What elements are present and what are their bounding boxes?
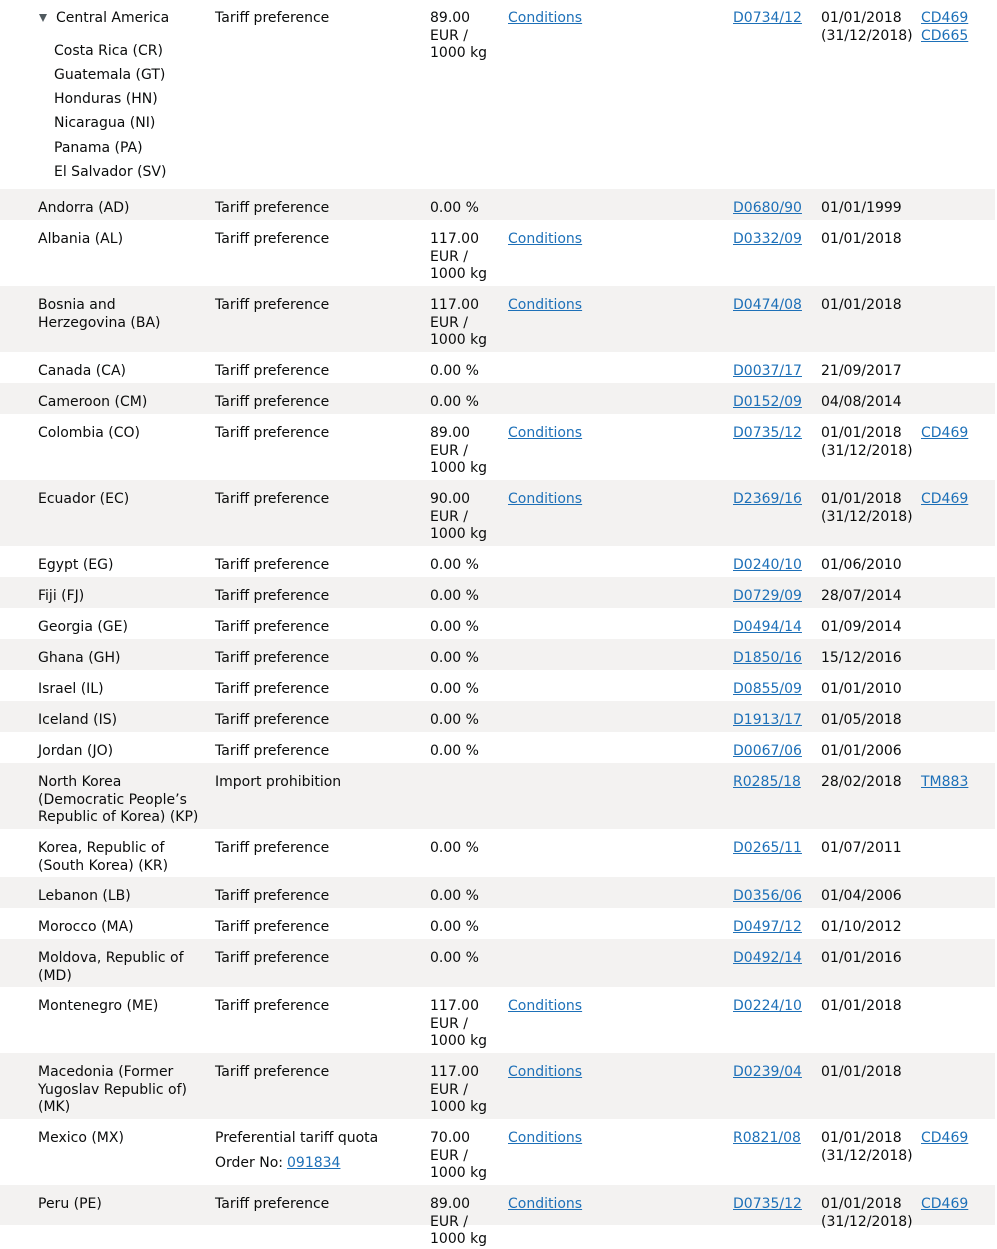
table-row [0, 608, 995, 639]
legal-act-cell [733, 425, 802, 443]
measure-type-label: Tariff preference [215, 681, 330, 697]
footnotes-cell [921, 10, 995, 45]
table-row [0, 480, 995, 546]
start-date-cell: 01/01/2010 [821, 681, 902, 697]
legal-act-link[interactable]: D0497/12 [733, 919, 802, 935]
duty-rate-cell: 117.00 EUR / 1000 kg [430, 998, 488, 1049]
measure-type-label: Tariff preference [215, 712, 330, 728]
legal-act-cell [733, 394, 802, 412]
legal-act-cell [733, 919, 802, 937]
measure-type-cell [215, 297, 415, 315]
footnote-link[interactable]: CD469 [921, 10, 969, 26]
country-cell: Andorra (AD) [38, 200, 130, 216]
conditions-cell [508, 1064, 582, 1082]
measure-type-label: Tariff preference [215, 200, 330, 216]
measure-type-cell [215, 888, 415, 906]
table-row [0, 701, 995, 732]
legal-act-cell [733, 998, 802, 1016]
table-row [0, 220, 995, 286]
start-date-cell: 01/09/2014 [821, 619, 902, 635]
duty-rate-cell: 0.00 % [430, 888, 479, 904]
measure-type-cell [215, 231, 415, 249]
legal-act-cell [733, 491, 802, 509]
footnotes-cell [921, 491, 968, 509]
start-date-cell: 01/01/2018 [821, 1064, 902, 1080]
conditions-cell [508, 1196, 582, 1214]
country-cell: Fiji (FJ) [38, 588, 85, 604]
legal-act-link[interactable]: D0332/09 [733, 231, 802, 247]
footnote-link[interactable]: CD665 [921, 27, 969, 44]
footnote-link[interactable]: CD469 [921, 425, 969, 441]
country-cell: Albania (AL) [38, 231, 124, 247]
conditions-link[interactable]: Conditions [508, 231, 583, 247]
legal-act-link[interactable]: D0224/10 [733, 998, 802, 1014]
country-cell: Ghana (GH) [38, 650, 121, 666]
country-cell: North Korea (Democratic People’s Republic of Korea) (KP) [38, 774, 199, 825]
conditions-link[interactable]: Conditions [508, 297, 583, 313]
legal-act-cell [733, 712, 802, 730]
measure-type-cell [215, 950, 415, 968]
measure-type-cell [215, 491, 415, 509]
country-cell: Canada (CA) [38, 363, 126, 379]
table-row [0, 286, 995, 352]
conditions-cell [508, 425, 582, 443]
legal-act-cell [733, 950, 802, 968]
legal-act-link[interactable]: D0729/09 [733, 588, 802, 604]
legal-act-link[interactable]: D0240/10 [733, 557, 802, 573]
legal-act-cell [733, 363, 802, 381]
legal-act-link[interactable]: D1913/17 [733, 712, 802, 728]
legal-act-cell [733, 888, 802, 906]
footnote-link[interactable]: CD469 [921, 1196, 969, 1212]
duty-rate-cell: 0.00 % [430, 588, 479, 604]
table-row [0, 639, 995, 670]
start-date-cell: 01/10/2012 [821, 919, 902, 935]
country-cell: Georgia (GE) [38, 619, 128, 635]
country-cell: Israel (IL) [38, 681, 104, 697]
conditions-link[interactable]: Conditions [508, 998, 583, 1014]
table-row [0, 577, 995, 608]
measure-type-label: Tariff preference [215, 998, 330, 1014]
country-cell: Colombia (CO) [38, 425, 140, 441]
conditions-cell [508, 1130, 582, 1148]
start-date-cell: 01/01/2006 [821, 743, 902, 759]
table-row [0, 908, 995, 939]
table-row [0, 383, 995, 414]
conditions-cell [508, 491, 582, 509]
measure-type-label: Tariff preference [215, 588, 330, 604]
legal-act-link[interactable]: D0265/11 [733, 840, 802, 856]
legal-act-link[interactable]: R0285/18 [733, 774, 801, 790]
legal-act-link[interactable]: D0474/08 [733, 297, 802, 313]
table-row [0, 939, 995, 987]
duty-rate-cell: 90.00 EUR / 1000 kg [430, 491, 488, 542]
legal-act-link[interactable]: D0067/06 [733, 743, 802, 759]
measure-type-label: Tariff preference [215, 888, 330, 904]
legal-act-cell [733, 1130, 801, 1148]
group-members [54, 43, 203, 182]
duty-rate-cell: 0.00 % [430, 743, 479, 759]
duty-rate-cell: 0.00 % [430, 363, 479, 379]
measure-type-label: Tariff preference [215, 1196, 330, 1212]
conditions-link[interactable]: Conditions [508, 1196, 583, 1212]
duty-rate-cell: 117.00 EUR / 1000 kg [430, 297, 488, 348]
start-date-cell: 01/06/2010 [821, 557, 902, 573]
measure-type-label: Tariff preference [215, 363, 330, 379]
country-cell: Egypt (EG) [38, 557, 114, 573]
group-member: Costa Rica (CR) [54, 42, 163, 59]
legal-act-cell [733, 840, 802, 858]
order-number-link[interactable]: 091834 [287, 1154, 341, 1171]
table-row [0, 1185, 995, 1247]
table-row [0, 352, 995, 383]
conditions-link[interactable]: Conditions [508, 1064, 583, 1080]
group-member: El Salvador (SV) [54, 163, 167, 180]
group-member: Honduras (HN) [54, 91, 158, 108]
group-title: Central America [56, 10, 170, 26]
legal-act-cell [733, 650, 802, 668]
legal-act-link[interactable]: D0239/04 [733, 1064, 802, 1080]
country-cell: Jordan (JO) [38, 743, 114, 759]
measure-type-cell: Tariff preference [215, 10, 330, 26]
legal-act-link[interactable]: D0494/14 [733, 619, 802, 635]
measure-type-cell [215, 1196, 415, 1214]
measure-type-cell [215, 363, 415, 381]
duty-rate-cell: 0.00 % [430, 394, 479, 410]
measure-type-cell [215, 557, 415, 575]
duty-rate-cell: 0.00 % [430, 681, 479, 697]
start-date-cell: 01/05/2018 [821, 712, 902, 728]
start-date-cell: 01/01/2018 [821, 231, 902, 247]
measure-type-label: Tariff preference [215, 950, 330, 966]
start-date-cell: 01/01/2018 [821, 998, 902, 1014]
start-date-cell: 28/02/2018 [821, 774, 902, 790]
start-date-cell: 01/01/1999 [821, 200, 902, 216]
country-cell: Morocco (MA) [38, 919, 134, 935]
start-date-cell: 01/07/2011 [821, 840, 902, 856]
table-row [0, 546, 995, 577]
legal-act-link[interactable]: D0734/12 [733, 10, 802, 26]
measure-type-cell [215, 588, 415, 606]
start-date-cell: 15/12/2016 [821, 650, 902, 666]
legal-act-link[interactable]: D0855/09 [733, 681, 802, 697]
footnote-link[interactable]: CD469 [921, 1130, 969, 1146]
table-row-central-america [0, 0, 995, 189]
group-member: Panama (PA) [54, 139, 143, 156]
duty-rate-cell: 89.00 EUR / 1000 kg [430, 1196, 488, 1247]
start-date-cell: 01/01/2018 (31/12/2018) [821, 1130, 913, 1164]
measure-type-label: Tariff preference [215, 394, 330, 410]
start-date-cell: 28/07/2014 [821, 588, 902, 604]
country-cell: Montenegro (ME) [38, 998, 159, 1014]
duty-rate-cell: 117.00 EUR / 1000 kg [430, 231, 488, 282]
measure-type-cell [215, 1130, 415, 1172]
country-cell: Mexico (MX) [38, 1130, 124, 1146]
legal-act-link[interactable]: D2369/16 [733, 491, 802, 507]
table-row [0, 670, 995, 701]
country-cell: Korea, Republic of (South Korea) (KR) [38, 840, 169, 874]
measure-type-label: Tariff preference [215, 557, 330, 573]
table-row [0, 877, 995, 908]
measure-type-label: Tariff preference [215, 231, 330, 247]
duty-rate-cell: 70.00 EUR / 1000 kg [430, 1130, 488, 1181]
measure-type-label: Tariff preference [215, 919, 330, 935]
order-number-line [215, 1155, 415, 1173]
table-row [0, 763, 995, 829]
start-date-cell: 01/01/2018 (31/12/2018) [821, 1196, 913, 1230]
start-date-cell: 01/01/2018 (31/12/2018) [821, 10, 913, 44]
measure-type-label: Tariff preference [215, 650, 330, 666]
legal-act-cell [733, 588, 802, 606]
table-row [0, 189, 995, 220]
measure-type-label: Tariff preference [215, 743, 330, 759]
measure-type-cell [215, 743, 415, 761]
table-row [0, 1053, 995, 1119]
legal-act-link[interactable]: D1850/16 [733, 650, 802, 666]
legal-act-link[interactable]: R0821/08 [733, 1130, 801, 1146]
table-row [0, 987, 995, 1053]
legal-act-link[interactable]: D0735/12 [733, 425, 802, 441]
measure-type-cell [215, 998, 415, 1016]
table-row [0, 732, 995, 763]
measure-type-label: Import prohibition [215, 774, 342, 790]
duty-rate-cell: 89.00 EUR / 1000 kg [430, 425, 488, 476]
measure-type-cell [215, 840, 415, 858]
measure-type-cell [215, 650, 415, 668]
start-date-cell: 21/09/2017 [821, 363, 902, 379]
measure-type-cell [215, 1064, 415, 1082]
country-cell: Bosnia and Herzegovina (BA) [38, 297, 161, 331]
duty-rate-cell: 0.00 % [430, 712, 479, 728]
duty-rate-cell: 0.00 % [430, 200, 479, 216]
triangle-down-icon[interactable] [39, 14, 47, 22]
measure-type-cell [215, 681, 415, 699]
duty-rate-cell: 89.00 EUR / 1000 kg [430, 10, 488, 61]
country-cell: Ecuador (EC) [38, 491, 130, 507]
measure-type-cell [215, 394, 415, 412]
footnotes-cell [921, 1130, 968, 1148]
legal-act-link[interactable]: D0356/06 [733, 888, 802, 904]
legal-act-link[interactable]: D0735/12 [733, 1196, 802, 1212]
start-date-cell: 01/01/2016 [821, 950, 902, 966]
conditions-cell [508, 231, 582, 249]
legal-act-cell [733, 681, 802, 699]
table-row [0, 829, 995, 877]
country-cell [38, 10, 203, 188]
order-number-label: Order No: [215, 1154, 283, 1171]
table-row [0, 414, 995, 480]
legal-act-link[interactable]: D0680/90 [733, 200, 802, 216]
footnotes-cell [921, 425, 968, 443]
duty-rate-cell: 0.00 % [430, 840, 479, 856]
country-cell: Macedonia (Former Yugoslav Republic of) (MK) [38, 1064, 188, 1115]
legal-act-link[interactable]: D0152/09 [733, 394, 802, 410]
legal-act-cell [733, 297, 802, 315]
measure-type-label: Tariff preference [215, 1064, 330, 1080]
duty-rate-cell: 117.00 EUR / 1000 kg [430, 1064, 488, 1115]
legal-act-cell [733, 619, 802, 637]
legal-act-link[interactable]: D0037/17 [733, 363, 802, 379]
table-row [0, 1119, 995, 1185]
legal-act-cell [733, 200, 802, 218]
conditions-link[interactable]: Conditions [508, 425, 583, 441]
country-cell: Lebanon (LB) [38, 888, 131, 904]
central-america-toggle[interactable] [38, 10, 203, 28]
measure-type-label: Tariff preference [215, 491, 330, 507]
conditions-cell [508, 297, 582, 315]
footnotes-cell [921, 1196, 968, 1214]
group-member: Guatemala (GT) [54, 66, 166, 83]
legal-act-cell [733, 1064, 802, 1082]
measure-type-cell [215, 919, 415, 937]
footnote-link[interactable]: TM883 [921, 774, 969, 790]
measure-type-cell [215, 200, 415, 218]
country-cell: Moldova, Republic of (MD) [38, 950, 184, 984]
country-cell: Iceland (IS) [38, 712, 118, 728]
measure-type-label: Preferential tariff quota [215, 1130, 379, 1146]
start-date-cell: 01/01/2018 (31/12/2018) [821, 491, 913, 525]
legal-act-link[interactable]: D0492/14 [733, 950, 802, 966]
conditions-link[interactable]: Conditions [508, 10, 583, 26]
measure-type-cell [215, 425, 415, 443]
measure-type-cell [215, 774, 415, 792]
duty-rate-cell: 0.00 % [430, 557, 479, 573]
country-cell: Peru (PE) [38, 1196, 102, 1212]
footnotes-cell [921, 774, 968, 792]
duty-rate-cell: 0.00 % [430, 950, 479, 966]
start-date-cell: 01/01/2018 [821, 297, 902, 313]
measure-type-label: Tariff preference [215, 619, 330, 635]
start-date-cell: 04/08/2014 [821, 394, 902, 410]
conditions-link[interactable]: Conditions [508, 1130, 583, 1146]
legal-act-cell [733, 743, 802, 761]
start-date-cell: 01/01/2018 (31/12/2018) [821, 425, 913, 459]
conditions-link[interactable]: Conditions [508, 491, 583, 507]
measure-type-label: Tariff preference [215, 425, 330, 441]
legal-act-cell [733, 1196, 802, 1214]
measure-type-label: Tariff preference [215, 297, 330, 313]
measure-type-label: Tariff preference [215, 840, 330, 856]
duty-rate-cell: 0.00 % [430, 619, 479, 635]
country-cell: Cameroon (CM) [38, 394, 148, 410]
legal-act-cell [733, 774, 801, 792]
legal-act-cell [733, 231, 802, 249]
measure-type-cell [215, 712, 415, 730]
duty-rate-cell: 0.00 % [430, 650, 479, 666]
start-date-cell: 01/04/2006 [821, 888, 902, 904]
duty-rate-cell: 0.00 % [430, 919, 479, 935]
measure-type-cell [215, 619, 415, 637]
legal-act-cell [733, 557, 802, 575]
conditions-cell [508, 998, 582, 1016]
group-member: Nicaragua (NI) [54, 115, 156, 132]
footnote-link[interactable]: CD469 [921, 491, 969, 507]
